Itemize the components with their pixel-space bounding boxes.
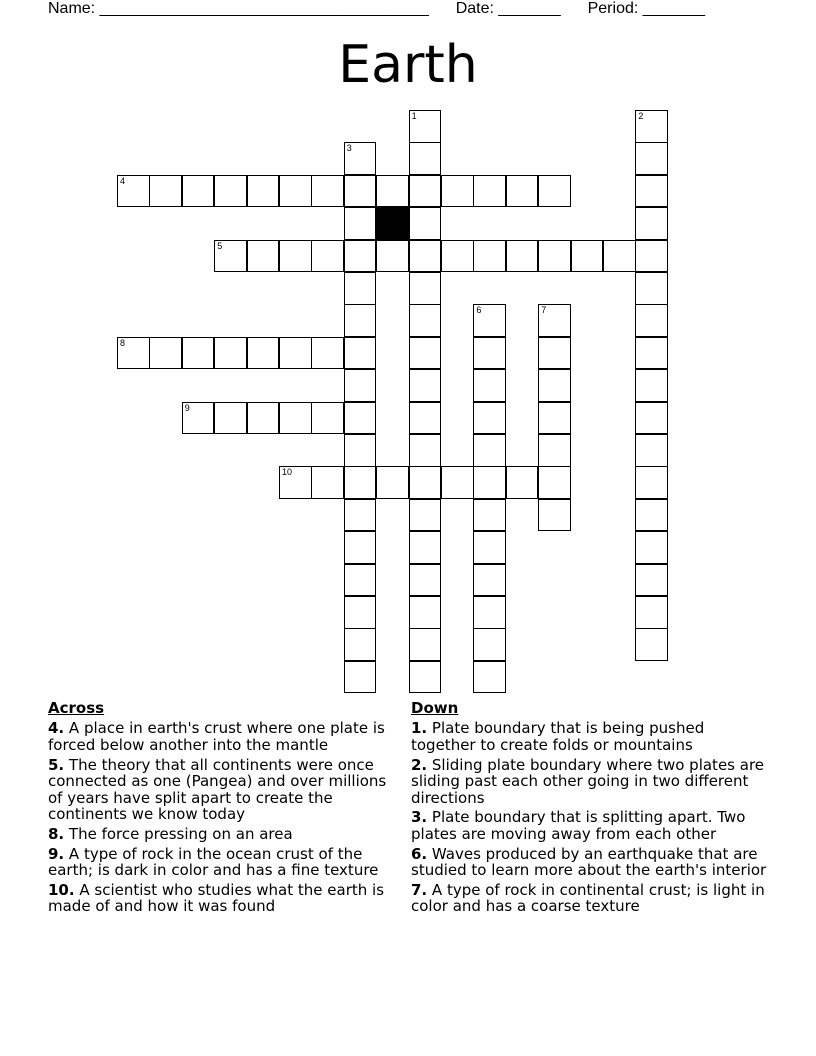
grid-cell[interactable]	[473, 628, 506, 661]
across-clue	[48, 720, 404, 753]
grid-cell[interactable]	[538, 466, 571, 499]
clue-number: 2.	[411, 755, 428, 774]
grid-cell[interactable]	[344, 175, 377, 208]
grid-cell[interactable]	[214, 337, 247, 370]
grid-cell[interactable]	[376, 240, 409, 273]
grid-cell[interactable]	[635, 499, 668, 532]
across-clue	[48, 757, 404, 823]
grid-cell[interactable]	[635, 337, 668, 370]
clue-number-label: 9	[184, 402, 190, 413]
grid-cell[interactable]	[635, 369, 668, 402]
clue-text: A type of rock in continental crust; is light in color and has a coarse texture	[411, 881, 765, 916]
grid-cell[interactable]	[409, 207, 442, 240]
clue-number: 9.	[48, 844, 65, 863]
grid-cell[interactable]	[473, 175, 506, 208]
grid-cell[interactable]	[635, 272, 668, 305]
grid-cell[interactable]	[117, 175, 150, 208]
grid-cell[interactable]	[538, 240, 571, 273]
clue-number-label: 2	[638, 111, 644, 121]
clue-number: 10.	[48, 881, 75, 900]
grid-cell[interactable]	[409, 175, 442, 208]
grid-cell[interactable]	[409, 434, 442, 467]
grid-cell[interactable]	[344, 661, 377, 694]
grid-cell[interactable]	[311, 175, 344, 208]
grid-cell[interactable]	[473, 499, 506, 532]
grid-cell[interactable]	[376, 175, 409, 208]
grid-cell[interactable]	[311, 337, 344, 370]
grid-cell[interactable]	[182, 402, 215, 435]
grid-cell[interactable]	[635, 596, 668, 629]
across-clues	[48, 700, 404, 918]
clue-number-label: 5	[217, 240, 223, 251]
grid-cell[interactable]	[279, 402, 312, 435]
grid-cell[interactable]	[279, 466, 312, 499]
clue-number: 8.	[48, 824, 65, 843]
grid-cell[interactable]	[344, 434, 377, 467]
grid-cell[interactable]	[409, 240, 442, 273]
grid-cell[interactable]	[409, 564, 442, 597]
clue-number: 7.	[411, 881, 428, 900]
clue-text: Waves produced by an earthquake that are studied to learn more about the earth's interior	[411, 844, 767, 880]
grid-cell[interactable]	[473, 337, 506, 370]
grid-cell[interactable]	[603, 240, 636, 273]
clue-number-label: 1	[411, 111, 417, 121]
grid-cell[interactable]	[473, 434, 506, 467]
grid-cell[interactable]	[473, 304, 506, 337]
grid-cell[interactable]	[635, 175, 668, 208]
down-clues	[411, 700, 771, 918]
grid-cell[interactable]	[409, 596, 442, 629]
grid-cell[interactable]	[473, 596, 506, 629]
grid-cell[interactable]	[182, 337, 215, 370]
grid-cell[interactable]	[635, 142, 668, 175]
grid-cell[interactable]	[247, 337, 280, 370]
clue-number-label: 4	[120, 175, 126, 186]
grid-cell[interactable]	[409, 337, 442, 370]
clue-number-label: 7	[541, 305, 547, 316]
grid-cell[interactable]	[635, 110, 668, 143]
grid-cell[interactable]	[344, 337, 377, 370]
grid-cell[interactable]	[214, 240, 247, 273]
grid-cell[interactable]	[279, 337, 312, 370]
grid-cell[interactable]	[635, 240, 668, 273]
grid-cell[interactable]	[506, 240, 539, 273]
clue-text: A place in earth's crust where one plate is forced below another into the mantle	[48, 719, 385, 754]
grid-cell[interactable]	[473, 661, 506, 694]
clue-text: The force pressing on an area	[64, 824, 293, 843]
grid-cell[interactable]	[344, 240, 377, 273]
grid-cell[interactable]	[473, 240, 506, 273]
clue-number: 3.	[411, 808, 428, 827]
clue-text: A scientist who studies what the earth is made of and how it was found	[48, 881, 385, 916]
grid-cell[interactable]	[635, 434, 668, 467]
grid-cell[interactable]	[409, 499, 442, 532]
grid-cell[interactable]	[473, 564, 506, 597]
grid-cell[interactable]	[344, 628, 377, 661]
down-clue	[411, 846, 771, 879]
grid-cell[interactable]	[441, 175, 474, 208]
grid-cell[interactable]	[441, 466, 474, 499]
grid-cell[interactable]	[635, 466, 668, 499]
grid-cell[interactable]	[247, 240, 280, 273]
grid-cell[interactable]	[441, 240, 474, 273]
grid-cell[interactable]	[311, 466, 344, 499]
clue-number: 1.	[411, 719, 428, 738]
black-cell	[376, 207, 409, 240]
clue-text: A type of rock in the ocean crust of the earth; is dark in color and has a fine texture	[48, 844, 379, 880]
clue-number: 6.	[411, 844, 428, 863]
grid-cell[interactable]	[344, 369, 377, 402]
grid-cell[interactable]	[538, 499, 571, 532]
across-clue	[48, 846, 404, 879]
grid-cell[interactable]	[344, 207, 377, 240]
down-clue	[411, 720, 771, 753]
grid-cell[interactable]	[279, 240, 312, 273]
grid-cell[interactable]	[344, 596, 377, 629]
grid-cell[interactable]	[344, 531, 377, 564]
grid-cell[interactable]	[409, 628, 442, 661]
grid-cell[interactable]	[247, 402, 280, 435]
grid-cell[interactable]	[538, 434, 571, 467]
clue-number-label: 10	[282, 467, 293, 478]
clue-text: Plate boundary that is being pushed together to create folds or mountains	[411, 719, 705, 754]
grid-cell[interactable]	[214, 175, 247, 208]
grid-cell[interactable]	[117, 337, 150, 370]
across-clue	[48, 882, 404, 915]
grid-cell[interactable]	[635, 564, 668, 597]
grid-cell[interactable]	[635, 531, 668, 564]
grid-cell[interactable]	[149, 337, 182, 370]
clue-text: The theory that all continents were once connected as one (Pangea) and over millions of years have split apart to create the continents we know today	[48, 755, 387, 823]
grid-cell[interactable]	[409, 531, 442, 564]
grid-cell[interactable]	[635, 304, 668, 337]
grid-cell[interactable]	[344, 499, 377, 532]
down-clue	[411, 809, 771, 842]
grid-cell[interactable]	[214, 402, 247, 435]
grid-cell[interactable]	[635, 402, 668, 435]
grid-cell[interactable]	[538, 369, 571, 402]
period-field[interactable]: Period: _______	[587, 0, 706, 17]
grid-cell[interactable]	[149, 175, 182, 208]
grid-cell[interactable]	[538, 304, 571, 337]
clue-number-label: 3	[346, 143, 352, 154]
grid-cell[interactable]	[376, 466, 409, 499]
name-field[interactable]: Name: _____________________________________	[48, 0, 429, 17]
puzzle-title: Earth	[338, 35, 478, 95]
across-heading: Across	[48, 699, 105, 717]
date-field[interactable]: Date: _______	[455, 0, 561, 17]
grid-cell[interactable]	[473, 369, 506, 402]
grid-cell[interactable]	[344, 564, 377, 597]
grid-cell[interactable]	[538, 337, 571, 370]
clue-text: Sliding plate boundary where two plates are sliding past each other going in two different directions	[411, 755, 765, 807]
grid-cell[interactable]	[409, 142, 442, 175]
down-heading: Down	[411, 699, 459, 717]
grid-cell[interactable]	[409, 661, 442, 694]
grid-cell[interactable]	[506, 466, 539, 499]
grid-cell[interactable]	[635, 628, 668, 661]
grid-cell[interactable]	[344, 304, 377, 337]
grid-cell[interactable]	[344, 142, 377, 175]
clue-number-label: 6	[476, 305, 482, 316]
grid-cell[interactable]	[409, 110, 442, 143]
across-clue	[48, 826, 404, 842]
grid-cell[interactable]	[409, 304, 442, 337]
clue-number: 5.	[48, 755, 65, 774]
grid-cell[interactable]	[247, 175, 280, 208]
grid-cell[interactable]	[409, 369, 442, 402]
grid-cell[interactable]	[311, 402, 344, 435]
grid-cell[interactable]	[473, 466, 506, 499]
grid-cell[interactable]	[344, 402, 377, 435]
grid-cell[interactable]	[182, 175, 215, 208]
grid-cell[interactable]	[344, 466, 377, 499]
grid-cell[interactable]	[409, 272, 442, 305]
clue-text: Plate boundary that is splitting apart. Two plates are moving away from each other	[411, 808, 746, 843]
grid-cell[interactable]	[279, 175, 312, 208]
grid-cell[interactable]	[311, 240, 344, 273]
grid-cell[interactable]	[506, 175, 539, 208]
grid-cell[interactable]	[635, 207, 668, 240]
grid-cell[interactable]	[409, 402, 442, 435]
grid-cell[interactable]	[571, 240, 604, 273]
grid-cell[interactable]	[538, 175, 571, 208]
grid-cell[interactable]	[409, 466, 442, 499]
grid-cell[interactable]	[538, 402, 571, 435]
down-clue	[411, 882, 771, 915]
clue-number: 4.	[48, 719, 65, 738]
clue-number-label: 8	[120, 337, 126, 348]
grid-cell[interactable]	[344, 272, 377, 305]
down-clue	[411, 757, 771, 806]
grid-cell[interactable]	[473, 531, 506, 564]
grid-cell[interactable]	[473, 402, 506, 435]
